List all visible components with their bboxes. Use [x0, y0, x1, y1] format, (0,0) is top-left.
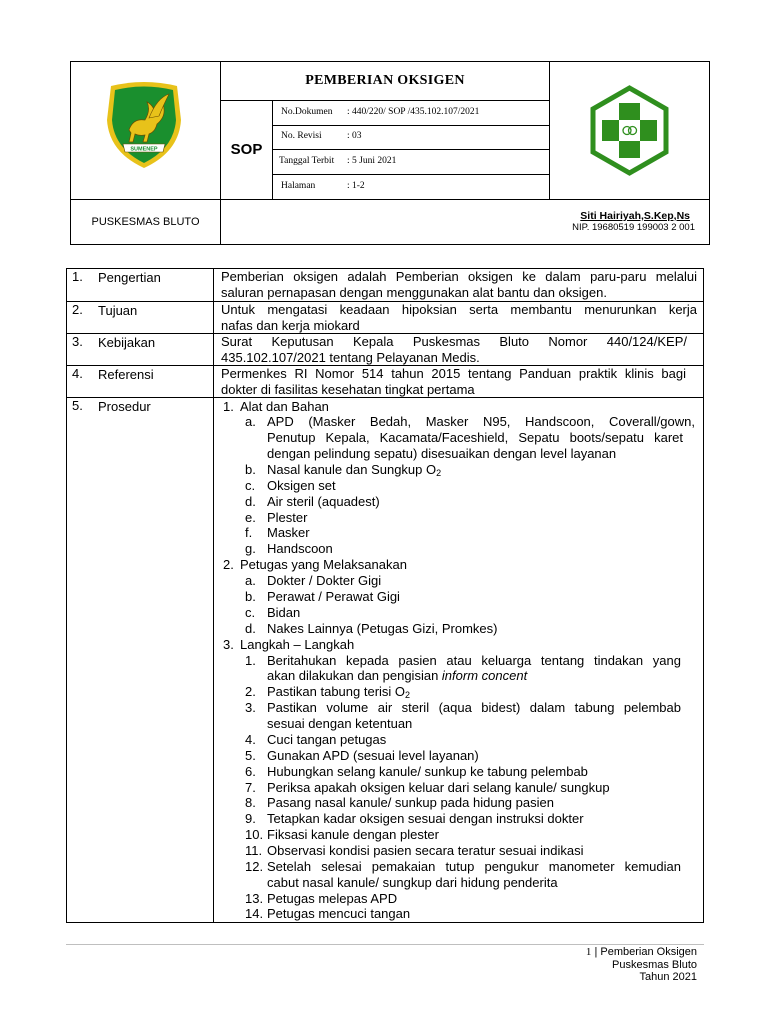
row-number: 1.: [72, 269, 83, 284]
list-marker: a.: [245, 573, 256, 588]
list-item-line: dengan pelindung sepatu) disesuaikan dengan level layanan: [267, 446, 617, 461]
table-divider: [213, 268, 214, 923]
step-text: Periksa apakah oksigen keluar dari selang kanule/ sungkup: [267, 780, 610, 795]
row-number: 2.: [72, 302, 83, 317]
step-number: 13.: [245, 891, 264, 906]
footer-title: Pemberian Oksigen: [600, 946, 697, 958]
step-text: sesuai dengan ketentuan: [267, 716, 413, 731]
organization-name: PUSKESMAS BLUTO: [91, 216, 200, 228]
referensi-line-1: Permenkes RI Nomor 514 tahun 2015 tentang Panduan praktik klinis bagi: [221, 366, 686, 381]
document-title: PEMBERIAN OKSIGEN: [305, 73, 465, 88]
step-text: cabut nasal kanule/ sungkup dari hidung penderita: [267, 875, 558, 890]
subscript: 2: [436, 468, 442, 478]
header-divider: [549, 61, 550, 199]
tujuan-line-2: nafas dan kerja miokard: [221, 318, 360, 333]
field-label-halaman: Halaman: [281, 181, 316, 191]
puskesmas-logo: [584, 85, 675, 176]
row-label-pengertian: Pengertian: [98, 270, 161, 285]
list-marker: d.: [245, 494, 256, 509]
step-number: 2.: [245, 684, 256, 699]
row-number: 3.: [72, 334, 83, 349]
prosedur-heading: Petugas yang Melaksanakan: [240, 557, 407, 572]
step-number: 9.: [245, 811, 256, 826]
step-number: 3.: [245, 700, 256, 715]
footer-rule: [66, 944, 704, 945]
row-number: 4.: [72, 366, 83, 381]
logo-banner-text: SUMENEP: [130, 146, 158, 153]
list-item-line: APD (Masker Bedah, Masker N95, Handscoon, Coverall/gown,: [267, 414, 695, 429]
step-text: Petugas melepas APD: [267, 891, 398, 906]
field-value-halaman: : 1-2: [347, 181, 365, 191]
row-label-referensi: Referensi: [98, 367, 154, 382]
list-item: Handscoon: [267, 541, 333, 556]
step-number: 4.: [245, 732, 256, 747]
step-number: 10.: [245, 827, 264, 842]
step-number: 7.: [245, 780, 256, 795]
kebijakan-line-1: Surat Keputusan Kepala Puskesmas Bluto Nomor 440/124/KEP/: [221, 334, 687, 349]
step-text-italic: inform concent: [441, 668, 528, 683]
footer-org: Puskesmas Bluto: [612, 958, 697, 971]
sop-label: SOP: [230, 141, 263, 158]
footer-page-number: 1: [585, 946, 592, 958]
row-label-kebijakan: Kebijakan: [98, 335, 156, 350]
step-text: Tetapkan kadar oksigen sesuai dengan instruksi dokter: [267, 811, 584, 826]
step-text: Pastikan volume air steril (aqua bidest) dalam tabung pelembab: [267, 700, 681, 715]
pengertian-line-2: saluran pernapasan dengan menggunakan alat bantu dan oksigen.: [221, 285, 607, 300]
tujuan-line-1: Untuk mengatasi keadaan hipoksian serta membantu menurunkan kerja: [221, 302, 697, 317]
step-text: Beritahukan kepada pasien atau keluarga tentang tindakan yang: [267, 653, 681, 668]
list-marker: f.: [245, 525, 253, 540]
step-text: Cuci tangan petugas: [267, 732, 387, 747]
prosedur-number: 2.: [223, 557, 234, 572]
row-label-prosedur: Prosedur: [98, 399, 151, 414]
field-label-tanggal-terbit: Tanggal Terbit: [279, 156, 335, 166]
list-item: Perawat / Perawat Gigi: [267, 589, 400, 604]
list-item: Masker: [267, 525, 310, 540]
referensi-line-2: dokter di fasilitas kesehatan tingkat pertama: [221, 382, 475, 397]
prosedur-heading: Langkah – Langkah: [240, 637, 355, 652]
footer-separator: |: [594, 946, 598, 958]
list-marker: g.: [245, 541, 256, 556]
step-number: 6.: [245, 764, 256, 779]
header-divider: [272, 174, 550, 175]
step-number: 12.: [245, 859, 264, 874]
field-label-no-dokumen: No.Dokumen: [281, 107, 333, 117]
list-marker: b.: [245, 462, 256, 477]
list-item: Nakes Lainnya (Petugas Gizi, Promkes): [267, 621, 498, 636]
prosedur-heading: Alat dan Bahan: [240, 399, 329, 414]
kebijakan-line-2: 435.102.107/2021 tentang Pelayanan Medis.: [221, 350, 480, 365]
footer-line-1: [400, 946, 697, 959]
subscript: 2: [405, 690, 411, 700]
list-marker: c.: [245, 605, 256, 620]
list-item: Air steril (aquadest): [267, 494, 380, 509]
row-label-tujuan: Tujuan: [98, 303, 138, 318]
step-text: [267, 668, 527, 684]
header-divider: [70, 199, 710, 200]
footer-year: Tahun 2021: [639, 971, 697, 983]
pengertian-line-1: Pemberian oksigen adalah Pemberian oksigen ke dalam paru-paru melalui: [221, 269, 697, 284]
list-item: Oksigen set: [267, 478, 336, 493]
row-number: 5.: [72, 398, 83, 413]
list-item: Dokter / Dokter Gigi: [267, 573, 382, 588]
list-item-text: Nasal kanule dan Sungkup O: [267, 462, 437, 477]
step-text: Gunakan APD (sesuai level layanan): [267, 748, 479, 763]
list-marker: e.: [245, 510, 256, 525]
field-label-no-revisi: No. Revisi: [281, 131, 322, 141]
signatory-name: Siti Hairiyah,S.Kep,Ns: [580, 210, 690, 222]
regency-logo: [103, 80, 185, 170]
step-text: Pasang nasal kanule/ sunkup pada hidung pasien: [267, 795, 554, 810]
prosedur-number: 1.: [223, 399, 234, 414]
header-divider: [272, 149, 550, 150]
field-value-tanggal-terbit: : 5 Juni 2021: [347, 156, 397, 166]
signatory-nip: NIP. 19680519 199003 2 001: [572, 222, 695, 233]
step-text-part: Pastikan tabung terisi O: [267, 684, 406, 699]
list-item: Plester: [267, 510, 308, 525]
prosedur-number: 3.: [223, 637, 234, 652]
list-marker: c.: [245, 478, 256, 493]
step-text: Setelah selesai pemakaian tutup pengukur manometer kemudian: [267, 859, 681, 874]
list-item: Bidan: [267, 605, 301, 620]
list-marker: b.: [245, 589, 256, 604]
step-number: 1.: [245, 653, 256, 668]
step-text-part: akan dilakukan dan pengisian: [267, 668, 442, 683]
step-number: 5.: [245, 748, 256, 763]
list-item-line: Penutup Kepala, Kacamata/Faceshield, Sepatu boots/sepatu karet: [267, 430, 683, 445]
step-text: Petugas mencuci tangan: [267, 906, 411, 921]
header-divider: [272, 125, 550, 126]
list-marker: d.: [245, 621, 256, 636]
field-value-no-revisi: : 03: [347, 131, 362, 141]
step-text: Observasi kondisi pasien secara teratur sesuai indikasi: [267, 843, 584, 858]
step-number: 8.: [245, 795, 256, 810]
field-value-no-dokumen: : 440/220/ SOP /435.102.107/2021: [347, 107, 480, 117]
step-text: Hubungkan selang kanule/ sunkup ke tabung pelembab: [267, 764, 588, 779]
step-number: 11.: [245, 843, 263, 858]
step-text: Fiksasi kanule dengan plester: [267, 827, 439, 842]
header-divider: [220, 100, 550, 101]
step-number: 14.: [245, 906, 264, 921]
list-marker: a.: [245, 414, 256, 429]
footer: [400, 946, 697, 984]
